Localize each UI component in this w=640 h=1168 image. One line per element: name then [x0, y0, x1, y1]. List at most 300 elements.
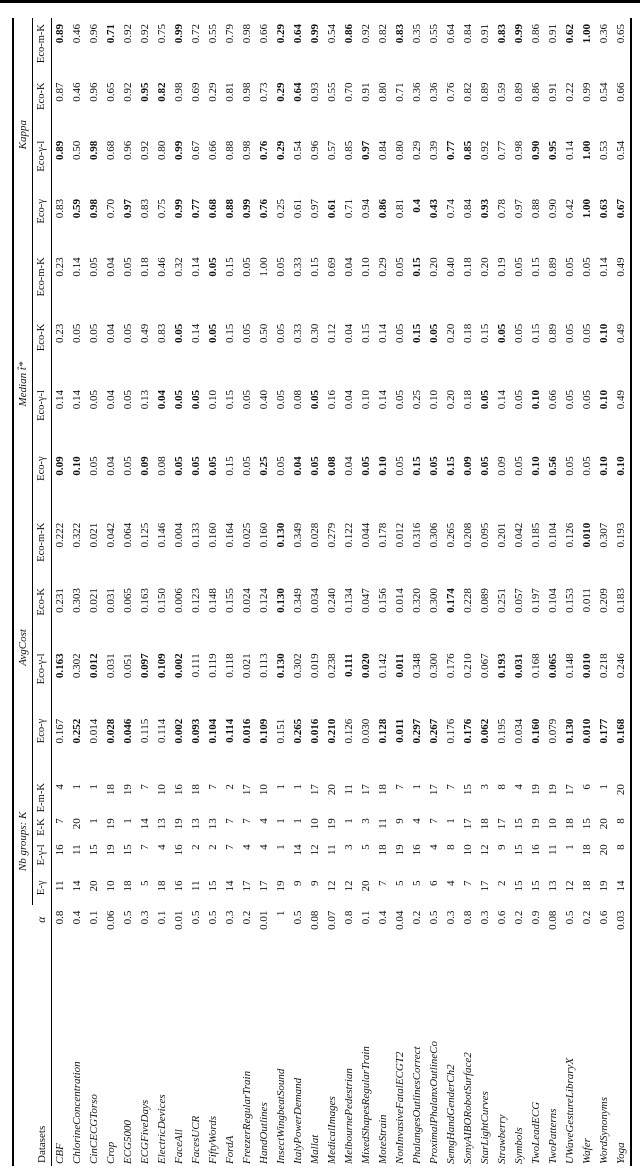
dataset-name: MixedShapesRegularTrain: [360, 1046, 372, 1164]
table-row-freezerregulartrain: [239, 18, 256, 1166]
median-value: 0.05: [88, 456, 100, 476]
median-value: 1.00: [258, 257, 270, 277]
kappa-value: 0.92: [122, 24, 134, 44]
nb-groups-value: 7: [207, 784, 219, 790]
nb-groups-value: 13: [547, 880, 559, 892]
nb-groups-value: 15: [581, 818, 593, 830]
nb-groups-value: 17: [360, 784, 372, 796]
nb-groups-value: 3: [360, 818, 372, 824]
median-value: 0.05: [173, 323, 185, 343]
avgcost-value: 0.047: [360, 588, 372, 613]
dataset-name: MedicalImages: [326, 1096, 338, 1164]
col-header-avgcost-eco-l: Eco-γ-l: [33, 647, 52, 712]
nb-groups-value: 1: [275, 844, 287, 850]
median-value: 0.08: [292, 390, 304, 410]
median-value: 0.05: [581, 456, 593, 476]
alpha-value: 0.07: [326, 910, 338, 930]
kappa-value: 0.64: [292, 82, 304, 102]
nb-groups-value: 15: [513, 880, 525, 892]
avgcost-value: 0.163: [54, 653, 66, 679]
median-value: 0.15: [411, 323, 423, 343]
kappa-value: 0.92: [139, 140, 151, 160]
dataset-name: Strawberry: [496, 1114, 508, 1164]
dataset-name: StarLightCurves: [479, 1091, 491, 1164]
median-value: 0.09: [54, 456, 66, 476]
avgcost-value: 0.010: [581, 522, 593, 548]
kappa-value: 0.93: [479, 199, 491, 219]
nb-groups-value: 18: [479, 818, 491, 830]
avgcost-value: 0.079: [547, 718, 559, 744]
col-header-nb-groups-k-e-m-k: E-m-K: [33, 778, 52, 812]
kappa-value: 0.53: [598, 140, 610, 160]
table-row-facesucr: [188, 18, 205, 1166]
alpha-value: 0.2: [241, 910, 253, 925]
avgcost-value: 0.297: [411, 718, 423, 744]
kappa-value: 0.65: [105, 82, 117, 102]
alpha-value: 0.8: [54, 910, 66, 925]
median-value: 0.05: [275, 390, 287, 410]
kappa-value: 0.29: [207, 82, 219, 102]
kappa-value: 1.00: [581, 199, 593, 219]
avgcost-value: 0.123: [190, 588, 202, 613]
kappa-value: 0.99: [173, 199, 185, 219]
avgcost-value: 0.174: [445, 588, 457, 613]
nb-groups-value: 17: [479, 880, 491, 892]
avgcost-value: 0.210: [462, 653, 474, 679]
avgcost-value: 0.238: [326, 653, 338, 679]
kappa-value: 0.25: [275, 199, 287, 219]
avgcost-value: 0.142: [377, 653, 389, 679]
nb-groups-value: 14: [71, 880, 83, 892]
avgcost-value: 0.011: [394, 653, 406, 678]
median-value: 0.05: [88, 323, 100, 343]
avgcost-value: 0.012: [88, 653, 100, 679]
dataset-name: UWaveGestureLibraryX: [564, 1057, 576, 1164]
col-header-median-t-eco-k: Eco-K: [33, 318, 52, 384]
median-value: 0.12: [326, 323, 338, 343]
nb-groups-value: 17: [258, 880, 270, 892]
avgcost-value: 0.130: [564, 718, 576, 744]
avgcost-value: 0.130: [275, 653, 287, 679]
nb-groups-value: 9: [496, 844, 508, 850]
nb-groups-value: 13: [190, 818, 202, 830]
avgcost-value: 0.031: [513, 653, 525, 679]
avgcost-value: 0.104: [547, 522, 559, 548]
kappa-value: 0.77: [190, 199, 202, 219]
dataset-name: ProximalPhalanxOutlineCo: [428, 1040, 440, 1164]
nb-groups-value: 15: [513, 818, 525, 830]
table-row-twopatterns: [545, 18, 562, 1166]
group-header-median: Median t̂*: [13, 251, 33, 516]
median-value: 0.09: [496, 456, 508, 476]
nb-groups-value: 4: [258, 844, 270, 850]
nb-groups-value: 9: [394, 818, 406, 824]
col-header-nb-groups-k-e-l: E-γ-l: [33, 838, 52, 874]
avgcost-value: 0.251: [496, 588, 508, 613]
alpha-value: 1: [275, 910, 287, 917]
median-value: 0.29: [377, 257, 389, 277]
dataset-name: ElectricDevices: [156, 1094, 168, 1164]
avgcost-value: 0.252: [71, 718, 83, 744]
avgcost-value: 0.014: [394, 588, 406, 613]
median-value: 0.04: [105, 456, 117, 476]
avgcost-value: 0.064: [122, 522, 134, 548]
alpha-value: 0.6: [598, 910, 610, 925]
kappa-value: 0.73: [258, 82, 270, 102]
nb-groups-value: 2: [224, 784, 236, 790]
median-value: 0.04: [343, 390, 355, 410]
avgcost-value: 0.307: [598, 522, 610, 548]
median-value: 0.05: [241, 257, 253, 277]
nb-groups-value: 10: [105, 880, 117, 892]
kappa-value: 0.80: [394, 140, 406, 160]
group-header-avgcost: AvgCost: [13, 517, 33, 778]
avgcost-value: 0.114: [224, 718, 236, 743]
avgcost-value: 0.348: [411, 653, 423, 679]
nb-groups-value: 19: [105, 818, 117, 830]
nb-groups-value: 1: [88, 784, 100, 790]
median-value: 0.04: [292, 456, 304, 476]
median-value: 0.33: [292, 257, 304, 277]
median-value: 0.09: [462, 456, 474, 476]
nb-groups-value: 7: [241, 818, 253, 824]
kappa-value: 0.69: [190, 82, 202, 102]
avgcost-value: 0.134: [343, 588, 355, 613]
kappa-value: 0.35: [411, 24, 423, 44]
avgcost-value: 0.014: [88, 718, 100, 744]
median-value: 0.10: [598, 323, 610, 343]
nb-groups-value: 18: [581, 880, 593, 892]
kappa-value: 0.76: [445, 82, 457, 102]
avgcost-value: 0.279: [326, 522, 338, 548]
kappa-value: 0.98: [88, 199, 100, 219]
alpha-value: 0.2: [581, 910, 593, 925]
dataset-name: MelbournePedestrian: [343, 1068, 355, 1164]
nb-groups-value: 18: [377, 784, 389, 796]
median-value: 0.10: [598, 456, 610, 476]
median-value: 0.05: [394, 257, 406, 277]
nb-groups-value: 14: [139, 818, 151, 830]
median-value: 0.25: [258, 456, 270, 476]
table-row-semghandgenderch2: [443, 18, 460, 1166]
dataset-name: ItalyPowerDemand: [292, 1077, 304, 1164]
median-value: 0.30: [309, 323, 321, 343]
nb-groups-value: 11: [547, 844, 559, 855]
table-row-chlorineconcentration: [69, 18, 86, 1166]
dataset-name: FacesUCR: [190, 1115, 202, 1164]
kappa-value: 0.93: [309, 82, 321, 102]
median-value: 0.14: [190, 323, 202, 343]
kappa-value: 0.43: [428, 199, 440, 219]
alpha-value: 0.3: [445, 910, 457, 925]
nb-groups-value: 1: [564, 844, 576, 850]
dataset-name: HandOutlines: [258, 1102, 270, 1164]
rotated-table-container: [12, 18, 628, 1166]
avgcost-value: 0.128: [377, 718, 389, 744]
median-value: 0.15: [479, 323, 491, 343]
median-value: 0.05: [207, 257, 219, 277]
alpha-value: 0.5: [207, 910, 219, 925]
kappa-value: 0.95: [139, 82, 151, 102]
alpha-value: 0.5: [292, 910, 304, 925]
table-row-mixedshapesregulartrain: [358, 18, 375, 1166]
avgcost-value: 0.122: [343, 522, 355, 548]
kappa-value: 0.76: [258, 199, 270, 219]
median-value: 0.10: [613, 450, 631, 516]
median-value: 0.14: [54, 390, 66, 410]
nb-groups-value: 9: [292, 880, 304, 887]
kappa-value: 0.54: [613, 135, 631, 193]
avgcost-value: 0.002: [173, 718, 185, 744]
nb-groups-value: 18: [190, 784, 202, 796]
median-value: 0.15: [411, 456, 423, 476]
kappa-value: 0.89: [54, 140, 66, 160]
nb-groups-value: 20: [88, 880, 100, 892]
avgcost-value: 0.118: [224, 653, 236, 678]
nb-groups-value: 8: [445, 844, 457, 850]
nb-groups-value: 18: [377, 844, 389, 856]
nb-groups-value: 17: [309, 784, 321, 796]
kappa-value: 0.91: [547, 82, 559, 102]
kappa-value: 0.29: [275, 24, 287, 44]
kappa-value: 0.82: [156, 82, 168, 102]
nb-groups-value: 17: [241, 880, 253, 892]
nb-groups-value: 20: [598, 844, 610, 856]
kappa-value: 0.36: [411, 82, 423, 102]
table-row-strawberry: [494, 18, 511, 1166]
kappa-value: 0.90: [530, 140, 542, 160]
median-value: 0.23: [54, 323, 66, 343]
avgcost-value: 0.209: [598, 588, 610, 613]
median-value: 0.05: [513, 257, 525, 277]
median-value: 0.49: [139, 323, 151, 343]
kappa-value: 0.84: [462, 199, 474, 219]
avgcost-value: 0.109: [258, 718, 270, 744]
median-value: 0.14: [377, 323, 389, 343]
kappa-value: 0.70: [343, 82, 355, 102]
kappa-value: 0.86: [377, 199, 389, 219]
avgcost-value: 0.115: [139, 718, 151, 744]
avgcost-value: 0.193: [613, 517, 631, 582]
median-value: 0.32: [173, 257, 185, 277]
avgcost-value: 0.031: [105, 653, 117, 679]
median-value: 0.05: [428, 323, 440, 343]
avgcost-value: 0.126: [343, 718, 355, 744]
nb-groups-value: 19: [105, 844, 117, 856]
median-value: 0.05: [394, 390, 406, 410]
avgcost-value: 0.267: [428, 718, 440, 744]
nb-groups-value: 8: [496, 784, 508, 790]
nb-groups-value: 19: [598, 880, 610, 892]
nb-groups-value: 7: [224, 844, 236, 850]
median-value: 0.08: [156, 456, 168, 476]
median-value: 0.05: [241, 456, 253, 476]
avgcost-value: 0.067: [479, 653, 491, 679]
nb-groups-value: 7: [394, 784, 406, 790]
kappa-value: 0.68: [105, 140, 117, 160]
nb-groups-value: 1: [275, 818, 287, 824]
avgcost-value: 0.302: [292, 653, 304, 679]
avgcost-value: 0.176: [462, 718, 474, 744]
col-header-avgcost-eco: Eco-γ: [33, 713, 52, 778]
col-header-datasets: Datasets: [13, 951, 52, 1166]
nb-groups-value: 4: [513, 784, 525, 790]
kappa-value: 0.66: [258, 24, 270, 44]
median-value: 0.05: [496, 323, 508, 343]
avgcost-value: 0.034: [309, 588, 321, 613]
nb-groups-value: 1: [343, 818, 355, 824]
median-value: 0.18: [139, 257, 151, 277]
kappa-value: 0.99: [241, 199, 253, 219]
nb-groups-value: 7: [462, 880, 474, 887]
alpha-value: 0.01: [258, 910, 270, 930]
dataset-name: SonyAIBORobotSurface2: [462, 1052, 474, 1164]
group-header-nb-groups: Nb groups: K: [13, 778, 33, 905]
table-row-insectwingbeatsound: [273, 18, 290, 1166]
nb-groups-value: 19: [547, 784, 559, 796]
avgcost-value: 0.114: [156, 718, 168, 744]
kappa-value: 0.86: [530, 82, 542, 102]
avgcost-value: 0.046: [122, 718, 134, 744]
avgcost-value: 0.104: [207, 718, 219, 744]
kappa-value: 0.83: [139, 199, 151, 219]
avgcost-value: 0.097: [139, 653, 151, 679]
nb-groups-value: 11: [71, 844, 83, 855]
alpha-value: 0.2: [411, 910, 423, 925]
median-value: 0.04: [105, 390, 117, 410]
median-value: 0.05: [394, 456, 406, 476]
nb-groups-value: 7: [377, 880, 389, 887]
median-value: 0.16: [326, 390, 338, 410]
nb-groups-value: 15: [88, 844, 100, 856]
median-value: 0.14: [598, 257, 610, 277]
avgcost-value: 0.153: [564, 588, 576, 613]
median-value: 0.15: [224, 323, 236, 343]
avgcost-value: 0.028: [309, 522, 321, 548]
nb-groups-value: 16: [411, 844, 423, 856]
nb-groups-value: 12: [564, 880, 576, 892]
median-value: 0.33: [292, 323, 304, 343]
median-value: 0.14: [190, 257, 202, 277]
median-value: 0.10: [360, 390, 372, 410]
alpha-value: 0.3: [479, 910, 491, 925]
nb-groups-value: 19: [530, 818, 542, 830]
median-value: 0.10: [530, 456, 542, 476]
kappa-value: 0.97: [360, 140, 372, 160]
avgcost-value: 0.300: [428, 588, 440, 613]
median-value: 0.05: [513, 456, 525, 476]
nb-groups-value: 1: [411, 784, 423, 790]
median-value: 0.05: [479, 390, 491, 410]
kappa-value: 0.64: [445, 24, 457, 44]
nb-groups-value: 15: [530, 880, 542, 892]
kappa-value: 0.87: [54, 82, 66, 102]
median-value: 0.05: [190, 390, 202, 410]
kappa-value: 0.86: [343, 24, 355, 44]
nb-groups-value: 4: [241, 844, 253, 850]
median-value: 0.25: [411, 390, 423, 410]
nb-groups-value: 19: [173, 818, 185, 830]
median-value: 0.46: [156, 257, 168, 277]
avgcost-value: 0.011: [581, 588, 593, 613]
kappa-value: 0.83: [54, 199, 66, 219]
dataset-name: TwoPatterns: [547, 1108, 559, 1164]
nb-groups-value: 2: [496, 880, 508, 887]
kappa-value: 0.82: [377, 24, 389, 44]
kappa-value: 0.67: [613, 193, 631, 251]
avgcost-value: 0.025: [241, 522, 253, 548]
kappa-value: 0.83: [496, 24, 508, 44]
group-header-kappa: Kappa: [13, 18, 33, 251]
avgcost-value: 0.002: [173, 653, 185, 679]
nb-groups-value: 16: [54, 844, 66, 856]
median-value: 0.05: [241, 390, 253, 410]
alpha-value: 0.1: [360, 910, 372, 925]
avgcost-value: 0.265: [445, 522, 457, 548]
median-value: 0.05: [513, 390, 525, 410]
kappa-value: 0.80: [156, 140, 168, 160]
table-row-uwavegesturelibraryx: [562, 18, 579, 1166]
nb-groups-value: 4: [411, 818, 423, 824]
kappa-value: 0.61: [292, 199, 304, 219]
alpha-value: 0.3: [139, 910, 151, 925]
table-row-phalangesoutlinescorrect: [409, 18, 426, 1166]
nb-groups-value: 1: [88, 818, 100, 824]
avgcost-value: 0.044: [360, 522, 372, 548]
dataset-name: ChlorineConcentration: [71, 1061, 83, 1164]
dataset-name: FiftyWords: [207, 1115, 219, 1164]
kappa-value: 0.88: [224, 140, 236, 160]
avgcost-value: 0.222: [54, 522, 66, 548]
median-value: 0.04: [156, 390, 168, 410]
nb-groups-value: 2: [190, 844, 202, 850]
alpha-value: 0.5: [122, 910, 134, 925]
nb-groups-value: 3: [479, 784, 491, 790]
table-row-twoleadecg: [528, 18, 545, 1166]
median-value: 0.04: [343, 323, 355, 343]
table-row-fiftywords: [205, 18, 222, 1166]
col-header-nb-groups-k-e-k: E-K: [33, 812, 52, 838]
kappa-value: 0.92: [360, 24, 372, 44]
kappa-value: 0.42: [564, 199, 576, 219]
nb-groups-value: 6: [428, 880, 440, 887]
alpha-value: 0.06: [105, 910, 117, 930]
avgcost-value: 0.176: [445, 718, 457, 744]
nb-groups-value: 11: [326, 844, 338, 855]
kappa-value: 0.81: [224, 82, 236, 102]
kappa-value: 0.79: [224, 24, 236, 44]
kappa-value: 0.96: [88, 82, 100, 102]
nb-groups-value: 20: [71, 818, 83, 830]
avgcost-value: 0.021: [241, 653, 253, 679]
results-table: [12, 18, 632, 1166]
dataset-name: FreezerRegularTrain: [241, 1070, 253, 1164]
avgcost-value: 0.065: [547, 653, 559, 679]
col-header-kappa-eco: Eco-γ: [33, 193, 52, 251]
kappa-value: 0.71: [105, 24, 117, 44]
kappa-value: 0.36: [598, 24, 610, 44]
alpha-value: 0.03: [613, 905, 631, 951]
median-value: 0.05: [309, 390, 321, 410]
col-header-nb-groups-k-e: E-γ: [33, 875, 52, 905]
kappa-value: 0.97: [309, 199, 321, 219]
median-value: 0.14: [71, 257, 83, 277]
nb-groups-value: 18: [122, 880, 134, 892]
kappa-value: 0.81: [394, 199, 406, 219]
avgcost-value: 0.109: [156, 653, 168, 679]
kappa-value: 0.74: [445, 199, 457, 219]
avgcost-value: 0.167: [54, 718, 66, 744]
